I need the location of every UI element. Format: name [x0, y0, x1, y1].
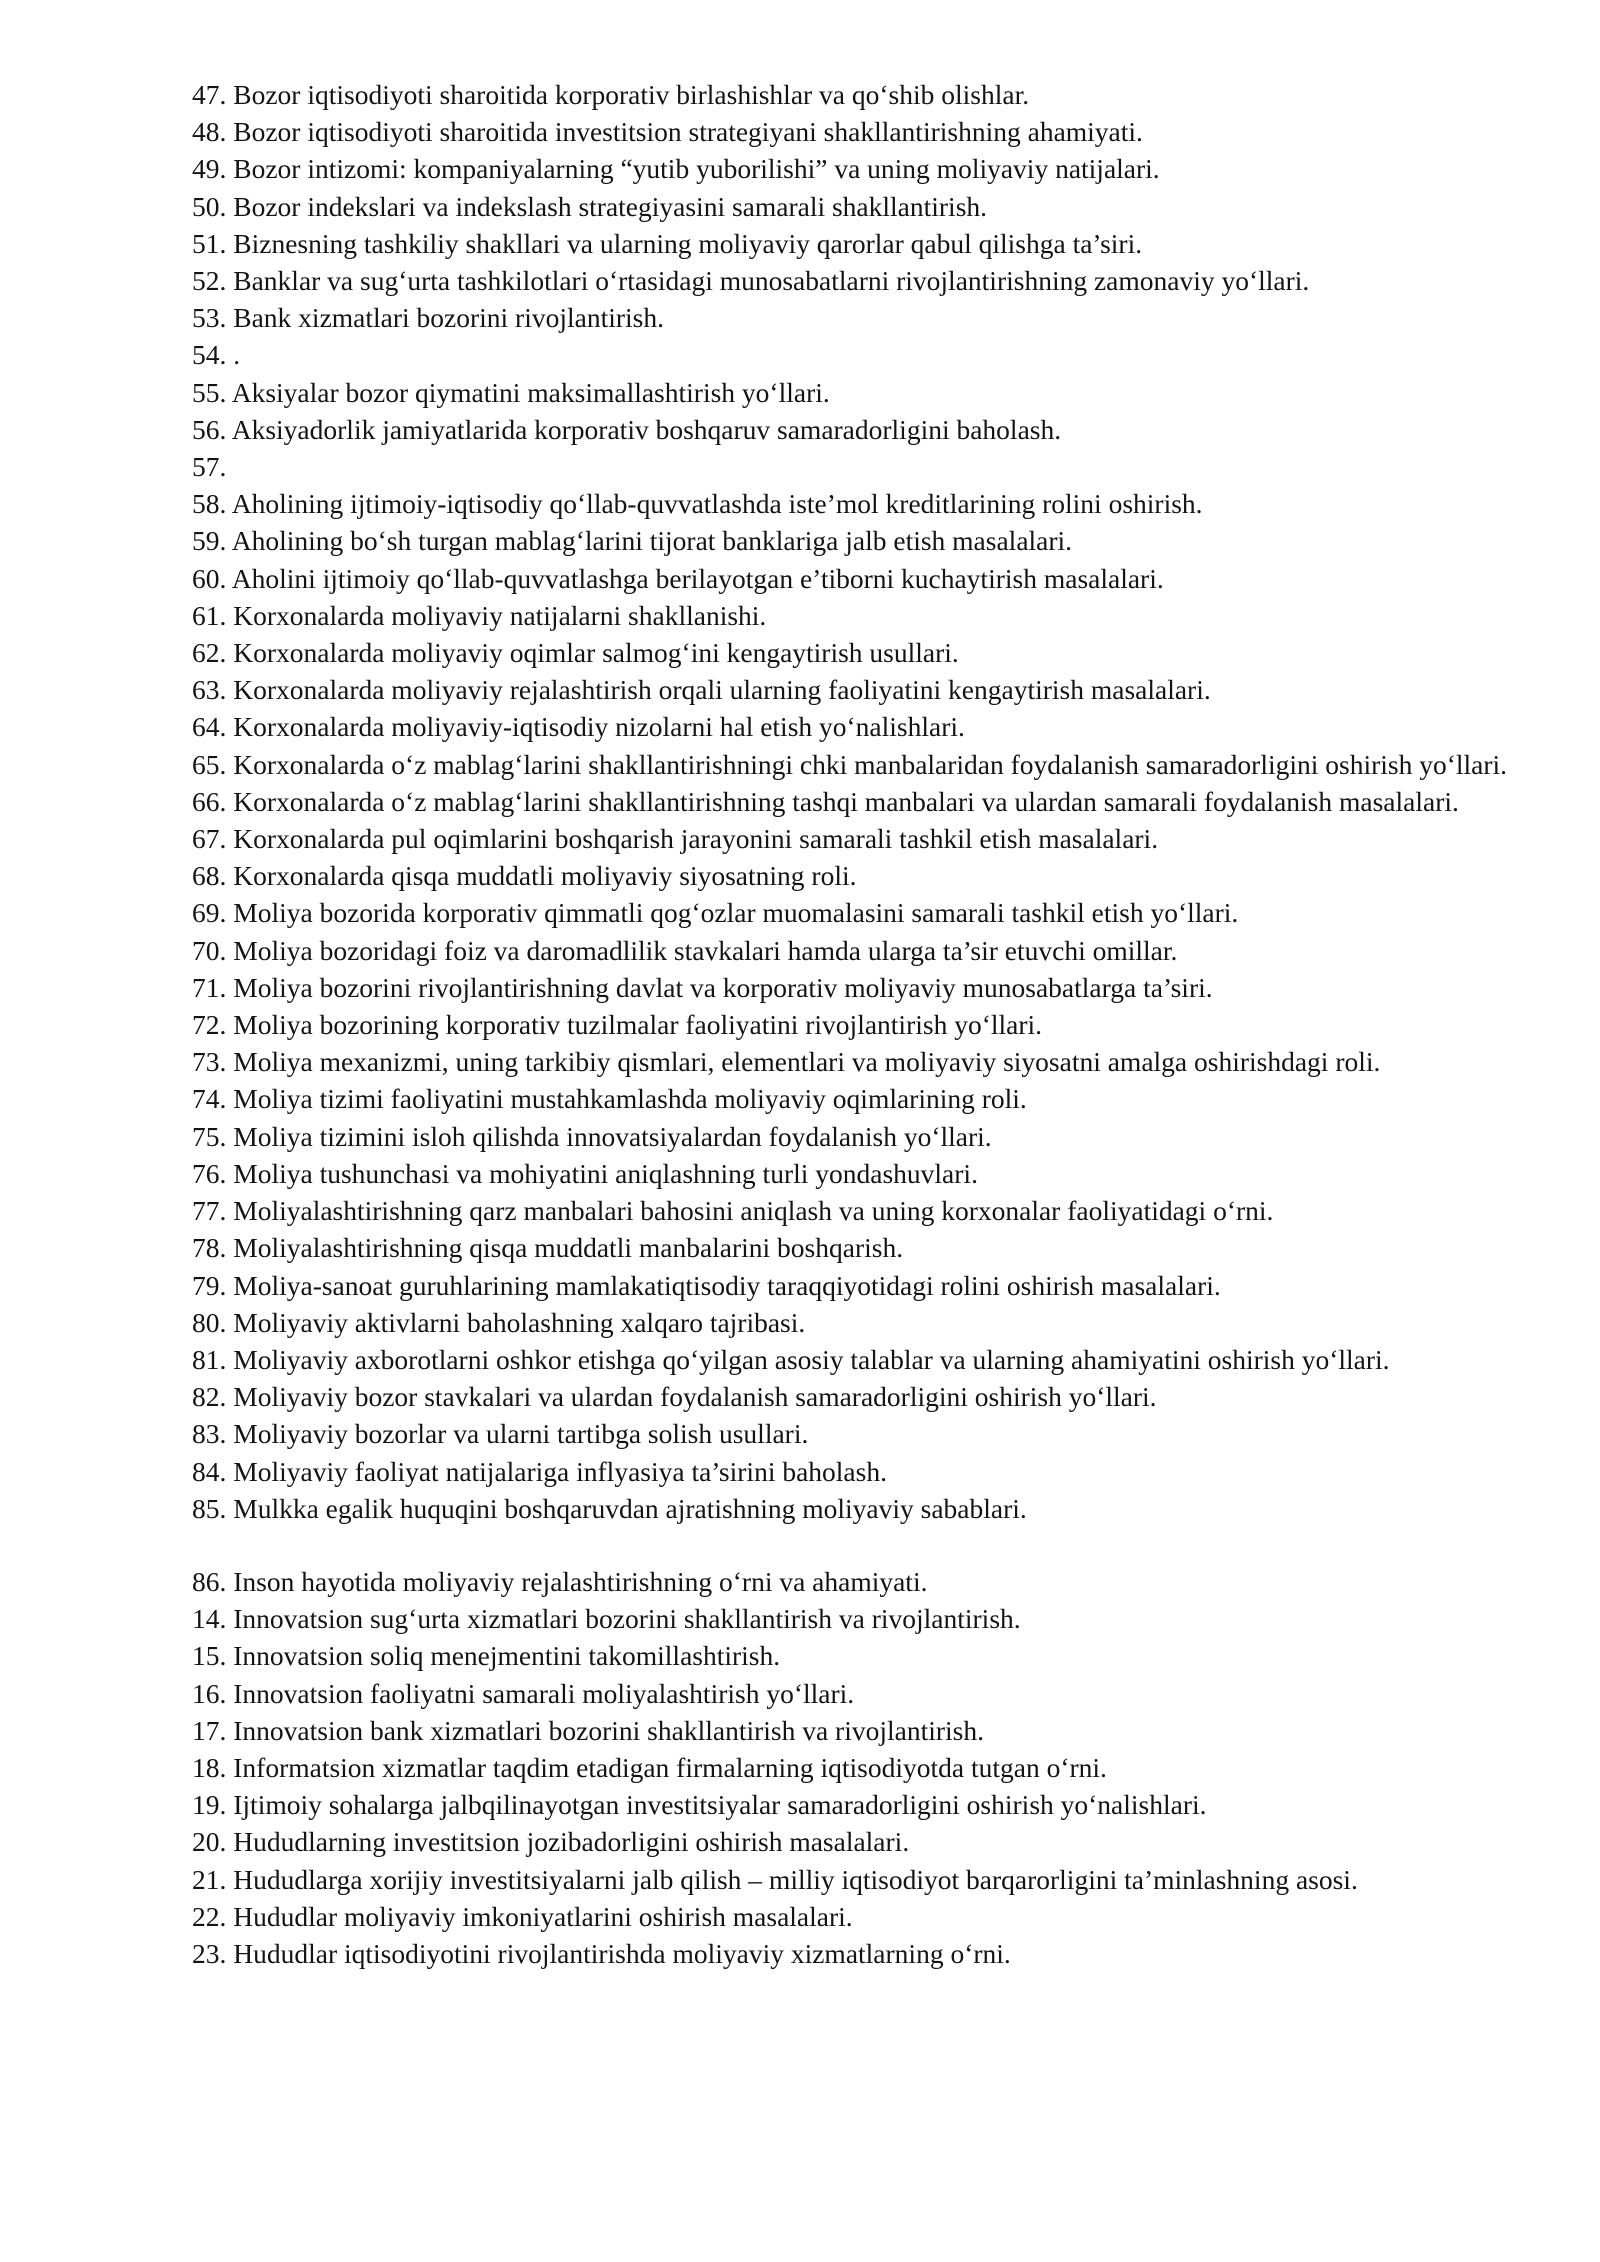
- list-item: 58. Aholining ijtimoiy-iqtisodiy qo‘llab-quvvatlashda iste’mol kreditlarining rolini oshirish.: [192, 488, 1203, 520]
- list-item: 86. Inson hayotida moliyaviy rejalashtirishning o‘rni va ahamiyati.: [192, 1565, 928, 1597]
- list-item: 85. Mulkka egalik huquqini boshqaruvdan ajratishning moliyaviy sabablari.: [192, 1492, 1027, 1524]
- list-item: 62. Korxonalarda moliyaviy oqimlar salmog‘ini kengaytirish usullari.: [192, 637, 959, 669]
- list-item: 15. Innovatsion soliq menejmentini takomillashtirish.: [192, 1640, 781, 1672]
- list-item: 71. Moliya bozorini rivojlantirishning davlat va korporativ moliyaviy munosabatlarga ta’siri.: [192, 971, 1213, 1003]
- list-item: 82. Moliyaviy bozor stavkalari va ulardan foydalanish samaradorligini oshirish yo‘llari.: [192, 1381, 1157, 1413]
- list-item: 17. Innovatsion bank xizmatlari bozorini shakllantirish va rivojlantirish.: [192, 1714, 984, 1746]
- list-item: 54. .: [192, 339, 241, 371]
- list-item: 48. Bozor iqtisodiyoti sharoitida investitsion strategiyani shakllantirishning ahamiyati.: [192, 116, 1143, 148]
- list-item: 22. Hududlar moliyaviy imkoniyatlarini oshirish masalalari.: [192, 1900, 853, 1932]
- list-item: 76. Moliya tushunchasi va mohiyatini aniqlashning turli yondashuvlari.: [192, 1157, 978, 1189]
- list-item: 84. Moliyaviy faoliyat natijalariga inflyasiya ta’sirini baholash.: [192, 1455, 887, 1487]
- list-item: 55. Aksiyalar bozor qiymatini maksimallashtirish yo‘llari.: [192, 376, 830, 408]
- list-item: 59. Aholining bo‘sh turgan mablag‘larini tijorat banklariga jalb etish masalalari.: [192, 525, 1073, 557]
- list-item: 60. Aholini ijtimoiy qo‘llab-quvvatlashga berilayotgan e’tiborni kuchaytirish masalalari.: [192, 562, 1164, 594]
- list-item: 66. Korxonalarda o‘z mablag‘larini shakllantirishning tashqi manbalari va ulardan samarali foydalanish masalalari.: [192, 785, 1459, 817]
- list-item: 53. Bank xizmatlari bozorini rivojlantirish.: [192, 302, 664, 334]
- list-item: 47. Bozor iqtisodiyoti sharoitida korporativ birlashishlar va qo‘shib olishlar.: [192, 79, 1030, 110]
- list-item: 52. Banklar va sug‘urta tashkilotlari o‘rtasidagi munosabatlarni rivojlantirishning zamonaviy yo‘llari.: [192, 265, 1310, 297]
- list-item: 70. Moliya bozoridagi foiz va daromadlilik stavkalari hamda ularga ta’sir etuvchi omillar.: [192, 934, 1178, 966]
- list-item: 77. Moliyalashtirishning qarz manbalari bahosini aniqlash va uning korxonalar faoliyatidagi o‘rni.: [192, 1195, 1274, 1227]
- list-item: 75. Moliya tizimini isloh qilishda innovatsiyalardan foydalanish yo‘llari.: [192, 1120, 992, 1152]
- list-item: 51. Biznesning tashkiliy shakllari va ularning moliyaviy qarorlar qabul qilishga ta’siri.: [192, 227, 1143, 259]
- list-item: 67. Korxonalarda pul oqimlarini boshqarish jarayonini samarali tashkil etish masalalari.: [192, 823, 1159, 855]
- list-item: 72. Moliya bozorining korporativ tuzilmalar faoliyatini rivojlantirish yo‘llari.: [192, 1009, 1043, 1041]
- list-item: 63. Korxonalarda moliyaviy rejalashtirish orqali ularning faoliyatini kengaytirish masalalari.: [192, 674, 1211, 706]
- list-item: 14. Innovatsion sug‘urta xizmatlari bozorini shakllantirish va rivojlantirish.: [192, 1603, 1021, 1635]
- list-item: 69. Moliya bozorida korporativ qimmatli qog‘ozlar muomalasini samarali tashkil etish yo‘llari.: [192, 897, 1239, 929]
- topic-list: [192, 76, 1532, 1972]
- list-item: 83. Moliyaviy bozorlar va ularni tartibga solish usullari.: [192, 1418, 809, 1450]
- list-item: 68. Korxonalarda qisqa muddatli moliyaviy siyosatning roli.: [192, 860, 857, 892]
- list-item: 18. Informatsion xizmatlar taqdim etadigan firmalarning iqtisodiyotda tutgan o‘rni.: [192, 1751, 1107, 1783]
- list-item: 49. Bozor intizomi: kompaniyalarning “yutib yuborilishi” va uning moliyaviy natijalari.: [192, 153, 1160, 185]
- list-item: 81. Moliyaviy axborotlarni oshkor etishga qo‘yilgan asosiy talablar va ularning ahamiyatini oshirish yo‘llari.: [192, 1343, 1390, 1375]
- list-item: 23. Hududlar iqtisodiyotini rivojlantirishda moliyaviy xizmatlarning o‘rni.: [192, 1937, 1011, 1969]
- list-item: 74. Moliya tizimi faoliyatini mustahkamlashda moliyaviy oqimlarining roli.: [192, 1083, 1027, 1115]
- list-item: 20. Hududlarning investitsion jozibadorligini oshirish masalalari.: [192, 1826, 910, 1858]
- list-item: 79. Moliya-sanoat guruhlarining mamlakatiqtisodiy taraqqiyotidagi rolini oshirish masalalari.: [192, 1269, 1221, 1301]
- list-item: 57.: [192, 451, 227, 483]
- list-item: 64. Korxonalarda moliyaviy-iqtisodiy nizolarni hal etish yo‘nalishlari.: [192, 711, 965, 743]
- list-item: 78. Moliyalashtirishning qisqa muddatli manbalarini boshqarish.: [192, 1232, 904, 1264]
- list-item: 61. Korxonalarda moliyaviy natijalarni shakllanishi.: [192, 599, 767, 631]
- list-item: 56. Aksiyadorlik jamiyatlarida korporativ boshqaruv samaradorligini baholash.: [192, 413, 1062, 445]
- list-item: 16. Innovatsion faoliyatni samarali moliyalashtirish yo‘llari.: [192, 1677, 855, 1709]
- list-item: 65. Korxonalarda o‘z mablag‘larini shakllantirishningi chki manbalaridan foydalanish samaradorligini oshirish yo‘llari.: [192, 748, 1508, 780]
- list-item: 21. Hududlarga xorijiy investitsiyalarni jalb qilish – milliy iqtisodiyot barqarorligini ta’minlashning asosi.: [192, 1863, 1358, 1895]
- list-item: 19. Ijtimoiy sohalarga jalbqilinayotgan investitsiyalar samaradorligini oshirish yo‘nalishlari.: [192, 1789, 1207, 1821]
- list-item: 50. Bozor indekslari va indekslash strategiyasini samarali shakllantirish.: [192, 190, 988, 222]
- list-item: 73. Moliya mexanizmi, uning tarkibiy qismlari, elementlari va moliyaviy siyosatni amalga oshirishdagi roli.: [192, 1046, 1381, 1078]
- list-item: 80. Moliyaviy aktivlarni baholashning xalqaro tajribasi.: [192, 1306, 806, 1338]
